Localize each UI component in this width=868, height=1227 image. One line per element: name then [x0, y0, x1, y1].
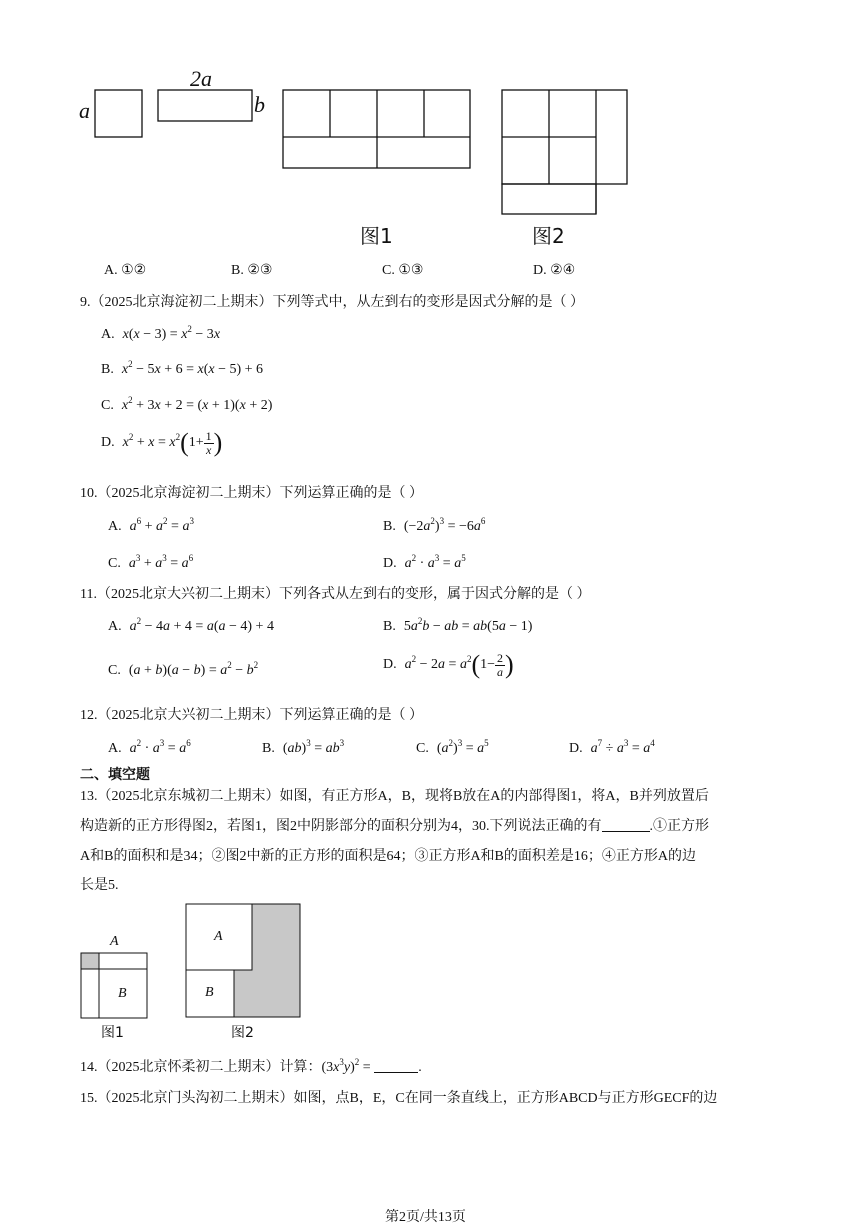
q10-d-label: D.: [383, 556, 397, 571]
q13-fig2-caption: 图2: [231, 1025, 254, 1041]
q12-c-label: C.: [416, 741, 429, 756]
q14-line: 14.（2025北京怀柔初二上期末）计算：$(3x^3y)^2$ = .: [80, 1057, 422, 1075]
label-b: b: [254, 92, 265, 117]
q9-option-c[interactable]: C. $x^2 + 3x + 2 = (x + 1)(x + 2)$: [101, 395, 273, 413]
q9-option-d[interactable]: D. $x^2 + x = x^2(1+$ $\frac{1}{x}$ ): [101, 428, 223, 457]
q13-fig1-caption: 图1: [101, 1025, 124, 1041]
q8-option-d[interactable]: D. ②④: [533, 263, 576, 278]
label-2a: 2a: [190, 66, 212, 91]
figure-2-caption: 图2: [532, 224, 565, 248]
q13-fig1-label-a: A: [110, 934, 119, 949]
q9-stem: 9.（2025北京海淀初二上期末）下列等式中，从左到右的变形是因式分解的是（ ）: [80, 295, 584, 310]
q13-line-1: 13.（2025北京东城初二上期末）如图，有正方形A，B，现将B放在A的内部得图1，将A，B并列放置后: [80, 789, 709, 804]
q11-d-label: D.: [383, 657, 397, 673]
q11-a-label: A.: [108, 619, 122, 634]
q11-option-b[interactable]: B. $5a^2b$ − ab = ab(5a − 1): [383, 616, 533, 634]
q13-fig2: [186, 904, 300, 1017]
q13-fig1-label-b: B: [118, 986, 127, 1001]
q10-stem: 10.（2025北京海淀初二上期末）下列运算正确的是（ ）: [80, 486, 423, 501]
q12-option-d[interactable]: D. $a^7 \div a^3 = a^4$: [569, 738, 655, 756]
q12-option-b[interactable]: B. $(ab)^3 = ab^3$: [262, 738, 345, 756]
q12-b-label: B.: [262, 741, 275, 756]
q10-b-label: B.: [383, 519, 396, 534]
q9-a-label: A.: [101, 327, 115, 342]
q9-option-a[interactable]: A. $x(x - 3) = x^2 - 3x$: [101, 324, 221, 342]
q12-a-label: A.: [108, 741, 122, 756]
label-a: a: [79, 98, 90, 123]
q11-option-d[interactable]: D. $a^2 - 2a = a^2(1-$ $\frac{2}{a}$ ): [383, 650, 514, 679]
q13-line-4: 长是5.: [80, 878, 119, 893]
section-title-fill-in: 二、填空题: [80, 767, 150, 783]
q10-option-a[interactable]: A. $a^6 + a^2 = a^3$: [108, 516, 194, 534]
q13-line-2-text: 构造新的正方形得图2，若图1，图2中阴影部分的面积分别为4，30.下列说法正确的有: [80, 819, 602, 834]
q14-answer-blank[interactable]: [374, 1060, 418, 1073]
q10-option-d[interactable]: D. $a^2 \cdot a^3 = a^5$: [383, 553, 466, 571]
q12-option-c[interactable]: C. $(a^2)^3 = a^5$: [416, 738, 489, 756]
q8-option-c[interactable]: C. ①③: [382, 263, 424, 278]
q12-stem: 12.（2025北京大兴初二上期末）下列运算正确的是（ ）: [80, 708, 423, 723]
q9-b-label: B.: [101, 362, 114, 377]
q9-option-b[interactable]: B. $x^2 - 5x + 6 = x(x - 5) + 6$: [101, 359, 264, 377]
page-footer: 第2页/共13页: [385, 1210, 466, 1225]
q12-option-a[interactable]: A. $a^2 \cdot a^3 = a^6$: [108, 738, 191, 756]
q11-option-a[interactable]: A. $a^2 - 4a + 4 = a(a - 4) + 4$: [108, 616, 274, 634]
q13-fig1: [81, 953, 147, 1018]
q13-line-3: A和B的面积和是34；②图2中新的正方形的面积是64；③正方形A和B的面积差是16；④正方形A的边: [80, 849, 697, 864]
q10-option-c[interactable]: C. $a^3 + a^3 = a^6$: [108, 553, 194, 571]
q13-line-2-tail: .①正方形: [649, 819, 709, 834]
q11-c-label: C.: [108, 663, 121, 678]
q12-d-label: D.: [569, 741, 583, 756]
q9-d-label: D.: [101, 435, 115, 451]
q14-stem: 14.（2025北京怀柔初二上期末）计算：: [80, 1060, 322, 1075]
q8-option-a[interactable]: A. ①②: [104, 263, 147, 278]
q8-option-b[interactable]: B. ②③: [231, 263, 273, 278]
q11-option-c[interactable]: C. $(a + b)(a - b) = a^2 - b^2$: [108, 660, 259, 678]
figure-1-caption: 图1: [360, 224, 393, 248]
q9-c-label: C.: [101, 398, 114, 413]
q15-stem: 15.（2025北京门头沟初二上期末）如图，点B，E，C在同一条直线上，正方形ABCD与正方形GECF的边: [80, 1091, 718, 1106]
q13-fig2-label-a: A: [214, 929, 223, 944]
q11-b-label: B.: [383, 619, 396, 634]
q11-stem: 11.（2025北京大兴初二上期末）下列各式从左到右的变形，属于因式分解的是（ ）: [80, 587, 591, 602]
q13-fig1-shaded-square: [81, 953, 99, 969]
q14-tail: .: [418, 1060, 422, 1075]
q10-option-b[interactable]: B. $(-2a^2)^3 = -6a^6$: [383, 516, 486, 534]
q10-a-label: A.: [108, 519, 122, 534]
q10-c-label: C.: [108, 556, 121, 571]
q13-fig2-label-b: B: [205, 985, 214, 1000]
